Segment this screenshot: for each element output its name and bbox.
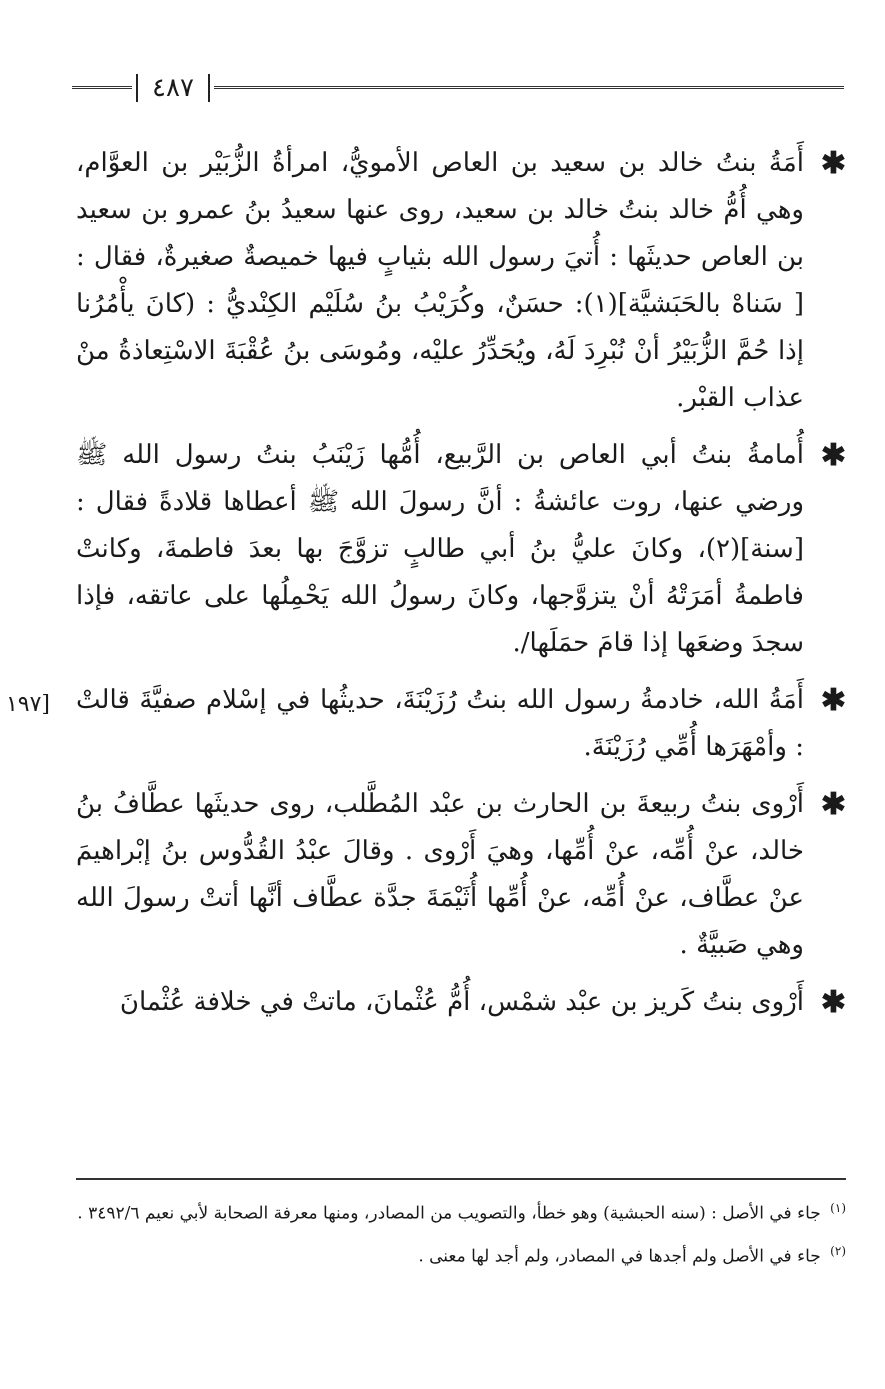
entry-text: أَمَةُ بنتُ خالد بن سعيد بن العاص الأمويُّ، امرأةُ الزُّبَيْر بن العوَّام، وهي أُمُّ خالد بنتُ خالد بن سعيد، روى عنها سعيدُ بنُ عمرو بن سعيد بن العاص حديثَها : أُتيَ رسول الله بثيابٍ فيها خميصةٌ صغيرةٌ، فقال :[ سَناهْ بالحَبَشيَّة](١): حسَنٌ، وكُرَيْبُ بنُ سُلَيْم الكِنْديُّ : (كانَ يأْمُرُنا إذا حُمَّ الزُّبَيْرُ أنْ نُبْرِدَ لَهُ، ويُحَدِّرُ عليْه، ومُوسَى بنُ عُقْبَةَ الاسْتِعاذةُ منْ عذاب القبْر. [76, 148, 804, 413]
footnote-text: جاء في الأصل ولم أجدها في المصادر، ولم أجد لها معنى . [418, 1246, 821, 1267]
footnote [76, 1235, 846, 1274]
footnote-mark: (١) [830, 1201, 846, 1215]
page-number: ٤٨٧ [152, 73, 194, 103]
main-text [76, 140, 846, 1036]
footnote-mark: (٢) [830, 1243, 846, 1258]
entry [76, 677, 846, 771]
entry-text: أُمامةُ بنتُ أبي العاص بن الرَّبيع، أُمُّها زَيْنَبُ بنتُ رسول الله ﷺ ورضي عنها، روت عائشةُ : أنَّ رسولَ الله ﷺ أعطاها قلادةً فقال : [سنة](٢)، وكانَ عليُّ بنُ أبي طالبٍ تزوَّجَ بها بعدَ فاطمةَ، وكانتْ فاطمةُ أمَرَتْهُ أنْ يتزوَّجها، وكانَ رسولُ الله يَحْمِلُها على عاتقه، فإذا سجدَ وضعَها إذا قامَ حمَلَها/. [76, 440, 804, 658]
margin-marker: [١٩٧ [5, 692, 50, 717]
header-rule-left [72, 86, 132, 89]
asterisk-icon: ✱ [820, 985, 846, 1020]
asterisk-icon: ✱ [820, 683, 846, 718]
entry-text: أَرْوى بنتُ ربيعةَ بن الحارث بن عبْد المُطَّلب، روى حديثَها عطَّافُ بنُ خالد، عنْ أُمِّه، عنْ أُمِّها، وهيَ أَرْوى . وقالَ عبْدُ القُدُّوس بنُ إبْراهيمَ عنْ عطَّاف، عنْ أُمِّه، عنْ أُمِّها أُثَيْمَةَ جدَّة عطَّاف أنَّها أتتْ رسولَ الله وهي صَبيَّةٌ . [76, 789, 804, 960]
footnotes [76, 1192, 846, 1277]
asterisk-icon: ✱ [820, 146, 846, 181]
entry-text: أَرْوى بنتُ كَريز بن عبْد شمْس، أُمُّ عُثْمانَ، ماتتْ في خلافة عُثْمانَ [119, 987, 804, 1017]
header-bar [208, 74, 210, 102]
entry [76, 781, 846, 969]
footnote-separator [76, 1178, 846, 1180]
footnote-text: جاء في الأصل : (سنه الحبشية) وهو خطأ، والتصويب من المصادر، ومنها معرفة الصحابة لأبي نعيم ٣٤٩٢/٦ . [77, 1203, 821, 1224]
asterisk-icon: ✱ [820, 787, 846, 822]
header-rule-right [214, 86, 844, 89]
page-header [72, 72, 844, 112]
entry [76, 432, 846, 667]
header-bar [136, 74, 138, 102]
footnote [76, 1192, 846, 1231]
entry-text: أَمَةُ الله، خادمةُ رسول الله بنتُ رُزَيْنَةَ، حديثُها في إسْلام صفيَّةَ قالتْ : وأمْهَرَها أُمِّي رُزَيْنَةَ. [76, 685, 804, 762]
entry [76, 979, 846, 1026]
entry [76, 140, 846, 422]
asterisk-icon: ✱ [820, 438, 846, 473]
